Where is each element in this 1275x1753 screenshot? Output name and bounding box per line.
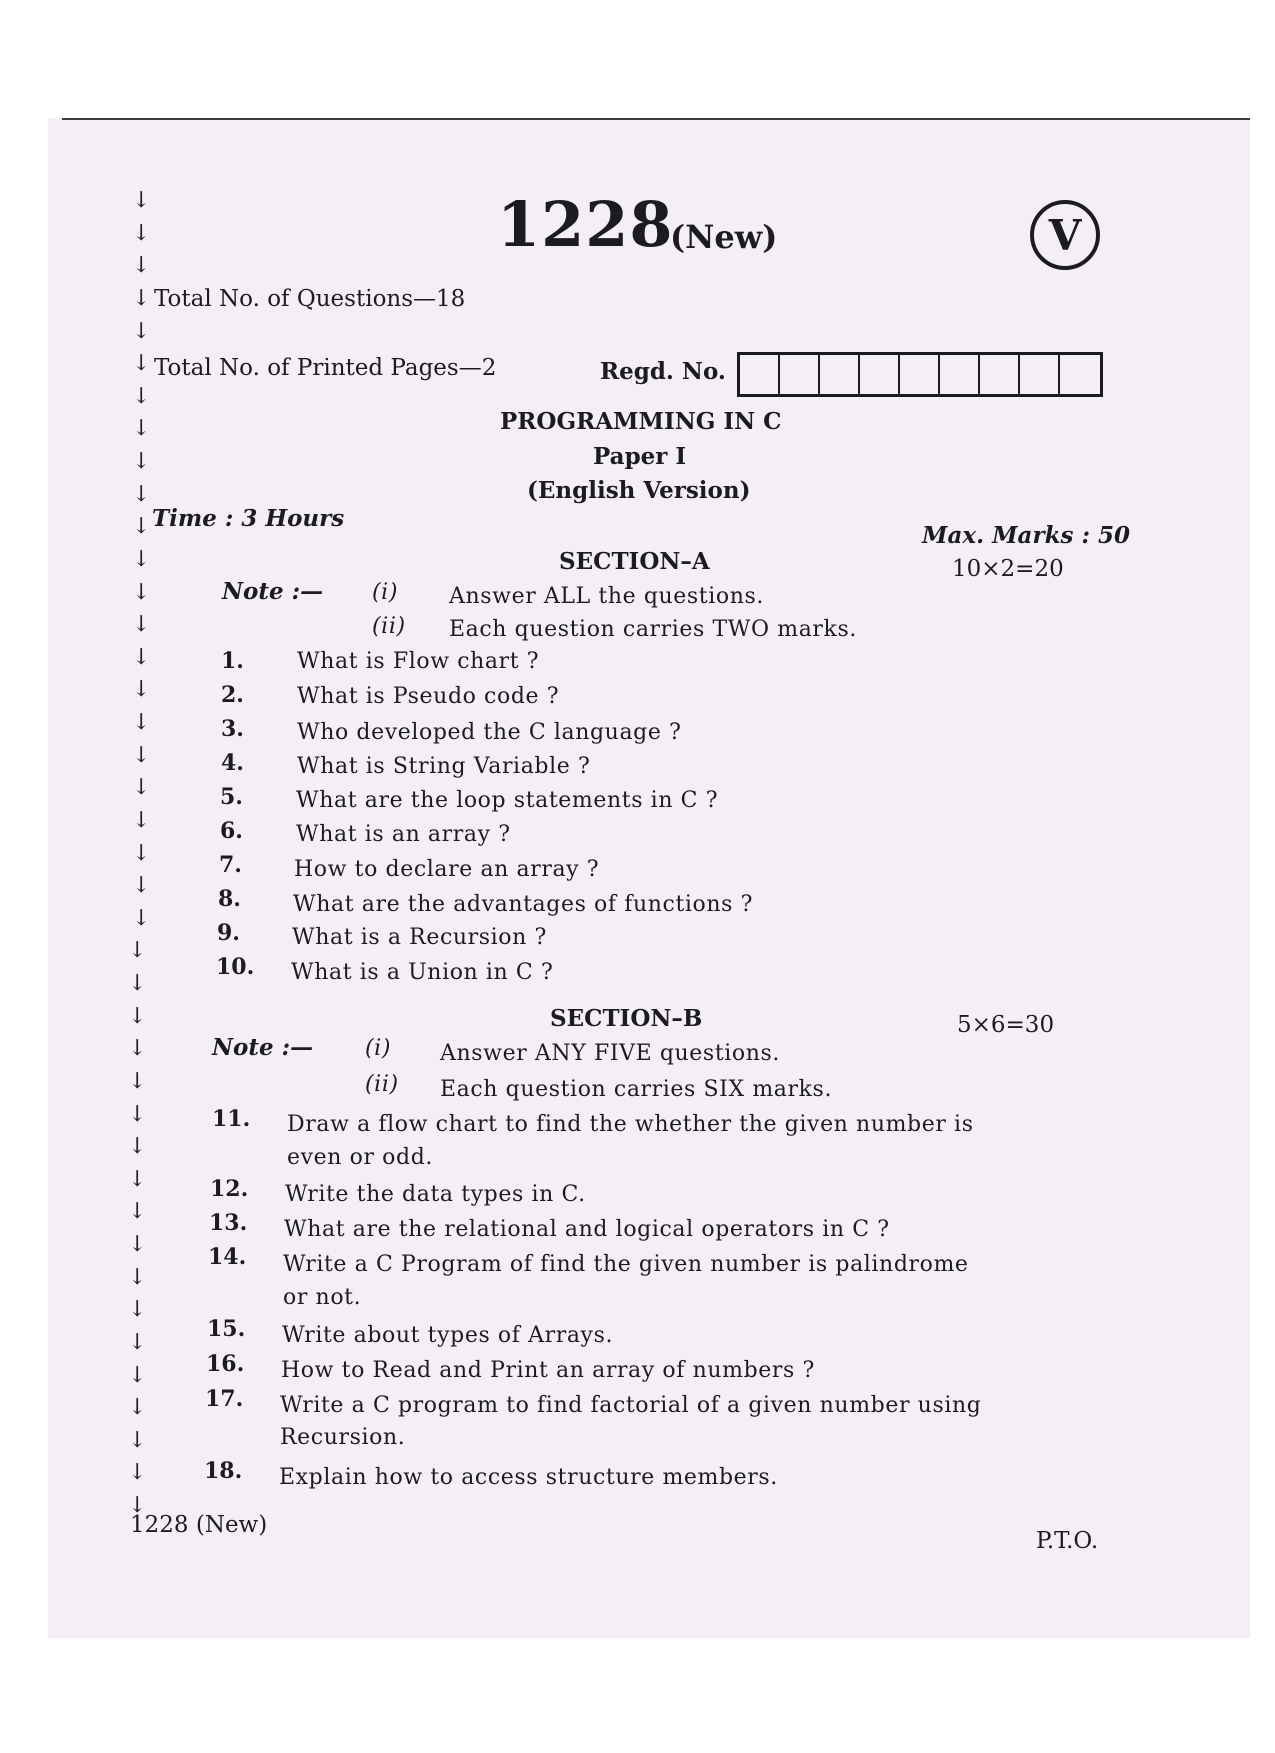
margin-arrow-icon: ↓ [132,906,151,931]
margin-arrow-icon: ↓ [132,873,151,898]
question-text-continued: even or odd. [287,1145,433,1170]
section-a-note-num: (ii) [372,614,406,639]
section-b-note-text: Each question carries SIX marks. [440,1077,833,1102]
margin-arrow-icon: ↓ [132,547,151,572]
paper-title: Paper I [593,443,687,470]
footer-paper-code: 1228 (New) [130,1512,268,1538]
margin-arrow-icon: ↓ [128,1199,147,1224]
margin-arrow-icon: ↓ [128,1134,147,1159]
question-number: 10. [216,954,255,980]
max-marks: Max. Marks : 50 [922,522,1130,549]
question-text-continued: Recursion. [280,1425,406,1450]
question-text: How to Read and Print an array of numbers ? [281,1358,815,1383]
question-text: Write a C Program of find the given number is palindrome [283,1252,969,1277]
margin-arrow-icon: ↓ [132,188,151,213]
paper-code: 1228 [497,188,674,261]
margin-arrow-icon: ↓ [132,841,151,866]
margin-arrow-icon: ↓ [128,971,147,996]
total-questions: Total No. of Questions—18 [154,286,466,312]
margin-arrow-icon: ↓ [128,1265,147,1290]
regd-digit-box [980,355,1020,394]
question-text: How to declare an array ? [294,857,600,882]
question-text: What are the relational and logical operators in C ? [284,1217,890,1242]
question-number: 14. [208,1244,247,1270]
margin-arrow-icon: ↓ [128,1363,147,1388]
regd-digit-box [740,355,780,394]
margin-arrow-icon: ↓ [128,1069,147,1094]
margin-arrow-icon: ↓ [132,286,151,311]
version-title: (English Version) [527,477,751,504]
question-text: What is an array ? [296,822,511,847]
margin-arrow-icon: ↓ [132,612,151,637]
question-number: 9. [217,920,240,946]
question-text: What is Flow chart ? [297,649,540,674]
regd-digit-box [860,355,900,394]
section-a-note-text: Answer ALL the questions. [449,584,764,609]
margin-arrow-icon: ↓ [128,1102,147,1127]
section-a-title: SECTION–A [559,548,710,575]
margin-arrow-icon: ↓ [132,808,151,833]
question-text: Draw a flow chart to find the whether the given number is [287,1112,974,1137]
question-number: 17. [205,1386,244,1412]
margin-arrow-icon: ↓ [132,351,151,376]
question-text: Write about types of Arrays. [282,1323,614,1348]
question-text: Explain how to access structure members. [279,1465,778,1490]
regd-digit-box [940,355,980,394]
margin-arrow-icon: ↓ [128,938,147,963]
margin-arrow-icon: ↓ [132,677,151,702]
regd-number-boxes [737,352,1103,397]
question-text: What are the loop statements in C ? [296,788,719,813]
question-number: 18. [204,1458,243,1484]
question-number: 13. [209,1210,248,1236]
margin-arrow-icon: ↓ [132,482,151,507]
question-number: 1. [221,648,244,674]
section-b-note-num: (i) [365,1036,392,1061]
section-a-note-text: Each question carries TWO marks. [449,617,857,642]
margin-arrow-icon: ↓ [132,221,151,246]
section-b-note-text: Answer ANY FIVE questions. [440,1041,780,1066]
subject-title: PROGRAMMING IN C [500,408,782,435]
version-mark-letter: V [1048,210,1082,260]
question-text: What is a Recursion ? [292,925,547,950]
question-number: 4. [221,750,244,776]
sheet-top-edge [62,118,1250,120]
exam-time: Time : 3 Hours [152,505,345,532]
margin-arrow-icon: ↓ [132,580,151,605]
regd-digit-box [1020,355,1060,394]
margin-arrow-icon: ↓ [132,319,151,344]
margin-arrow-icon: ↓ [128,1232,147,1257]
section-b-note-label: Note :— [212,1034,314,1061]
question-number: 2. [221,682,244,708]
question-number: 12. [210,1176,249,1202]
margin-arrow-icon: ↓ [132,645,151,670]
margin-arrow-icon: ↓ [132,710,151,735]
question-text: What are the advantages of functions ? [293,892,754,917]
version-mark [1030,200,1100,270]
question-text: Write the data types in C. [285,1182,586,1207]
margin-arrow-icon: ↓ [132,775,151,800]
question-number: 7. [219,852,242,878]
regd-digit-box [780,355,820,394]
question-text: What is Pseudo code ? [297,684,560,709]
total-pages: Total No. of Printed Pages—2 [154,355,497,381]
regd-label: Regd. No. [600,358,726,385]
section-b-note-num: (ii) [365,1072,399,1097]
section-a-note-label: Note :— [222,578,324,605]
margin-arrow-icon: ↓ [132,743,151,768]
question-number: 6. [220,818,243,844]
question-text: Who developed the C language ? [297,720,682,745]
footer-pto: P.T.O. [1036,1528,1099,1554]
margin-arrow-icon: ↓ [128,1428,147,1453]
question-number: 16. [206,1351,245,1377]
margin-arrow-icon: ↓ [132,514,151,539]
margin-arrow-icon: ↓ [128,1493,147,1518]
question-number: 5. [220,784,243,810]
question-text: What is a Union in C ? [291,960,554,985]
section-a-note-num: (i) [372,580,399,605]
section-b-title: SECTION–B [550,1005,703,1032]
regd-digit-box [1060,355,1100,394]
question-text-continued: or not. [283,1285,362,1310]
margin-arrow-icon: ↓ [128,1036,147,1061]
question-text: Write a C program to find factorial of a given number using [280,1393,982,1418]
margin-arrow-icon: ↓ [128,1460,147,1485]
paper-suffix: (New) [670,218,778,256]
regd-digit-box [900,355,940,394]
question-number: 11. [212,1106,251,1132]
margin-arrow-icon: ↓ [128,1004,147,1029]
section-b-marks: 5×6=30 [957,1012,1055,1038]
margin-arrow-icon: ↓ [128,1167,147,1192]
section-a-marks: 10×2=20 [952,556,1064,582]
margin-arrow-icon: ↓ [128,1330,147,1355]
margin-arrow-icon: ↓ [132,384,151,409]
question-number: 15. [207,1316,246,1342]
margin-arrow-icon: ↓ [128,1297,147,1322]
question-text: What is String Variable ? [297,754,591,779]
margin-arrow-icon: ↓ [132,416,151,441]
question-number: 3. [221,716,244,742]
margin-arrow-icon: ↓ [128,1395,147,1420]
question-number: 8. [218,886,241,912]
regd-digit-box [820,355,860,394]
margin-arrow-icon: ↓ [132,253,151,278]
margin-arrow-icon: ↓ [132,449,151,474]
